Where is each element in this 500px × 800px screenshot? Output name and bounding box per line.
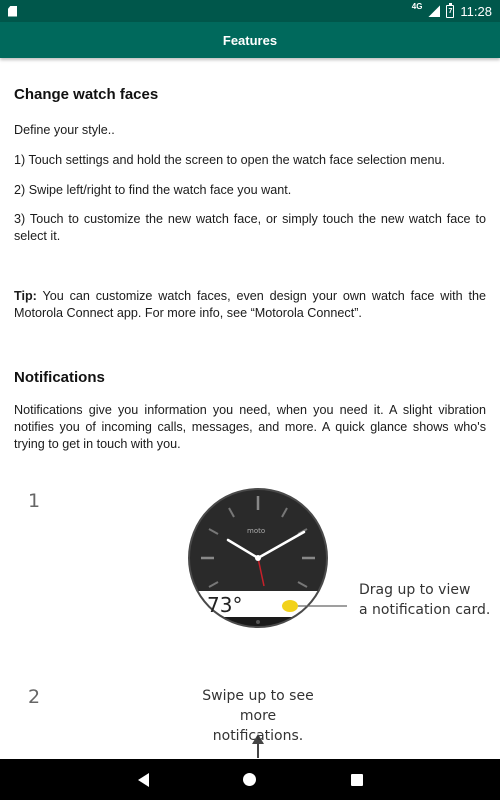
tip-body: You can customize watch faces, even design your own watch face with the Motorola Connect app. For more info, see “Motorola Connect”.: [14, 289, 486, 320]
tip-label: Tip:: [14, 289, 37, 303]
intro-text: Define your style..: [14, 123, 115, 137]
callout-swipe-up: [194, 686, 322, 746]
notification-illustration: [0, 460, 500, 760]
recents-button[interactable]: [342, 765, 372, 795]
clock: 11:28: [460, 3, 492, 19]
status-icons: [411, 1, 492, 19]
figure-step-1: 1: [28, 490, 41, 512]
callout-drag-up-line1: Drag up to view: [359, 582, 471, 598]
notifications-body: Notifications give you information you need, when you need it. A slight vibration notifies you of incoming calls, messages, and more. A quick glance shows who's trying to get in touch with you.: [14, 403, 486, 451]
home-button[interactable]: [235, 765, 265, 795]
tip-text: [14, 288, 486, 322]
step-2-text: 2) Swipe left/right to find the watch face you want.: [14, 183, 292, 197]
signal-icon: [428, 5, 440, 17]
recents-icon: [351, 774, 363, 786]
step-3-text: 3) Touch to customize the new watch face, or simply touch the new watch face to select it.: [14, 212, 486, 243]
battery-level: 7: [448, 7, 453, 15]
callout-drag-up: [359, 580, 490, 620]
callout-drag-up-line2: a notification card.: [359, 602, 491, 618]
figure-step-2: 2: [28, 686, 41, 708]
callout-swipe-up-line2: more notifications.: [212, 708, 304, 744]
sd-card-icon: [8, 6, 17, 17]
page-title: Features: [222, 32, 278, 48]
section-heading-watch-faces: Change watch faces: [14, 86, 159, 103]
temperature: 73°: [207, 593, 243, 617]
callout-swipe-up-line1: Swipe up to see: [202, 688, 314, 704]
watch-brand: moto: [247, 527, 266, 535]
notification-dot: [282, 600, 298, 612]
back-icon: [138, 773, 149, 787]
app-bar: [0, 22, 500, 58]
home-icon: [243, 773, 256, 786]
network-type: 4G: [411, 1, 423, 11]
step-1-text: 1) Touch settings and hold the screen to open the watch face selection menu.: [14, 153, 446, 167]
navigation-bar: [0, 759, 500, 800]
back-button[interactable]: [128, 765, 158, 795]
section-heading-notifications: Notifications: [14, 369, 105, 386]
battery-icon: [446, 5, 454, 18]
status-bar: [0, 0, 500, 22]
